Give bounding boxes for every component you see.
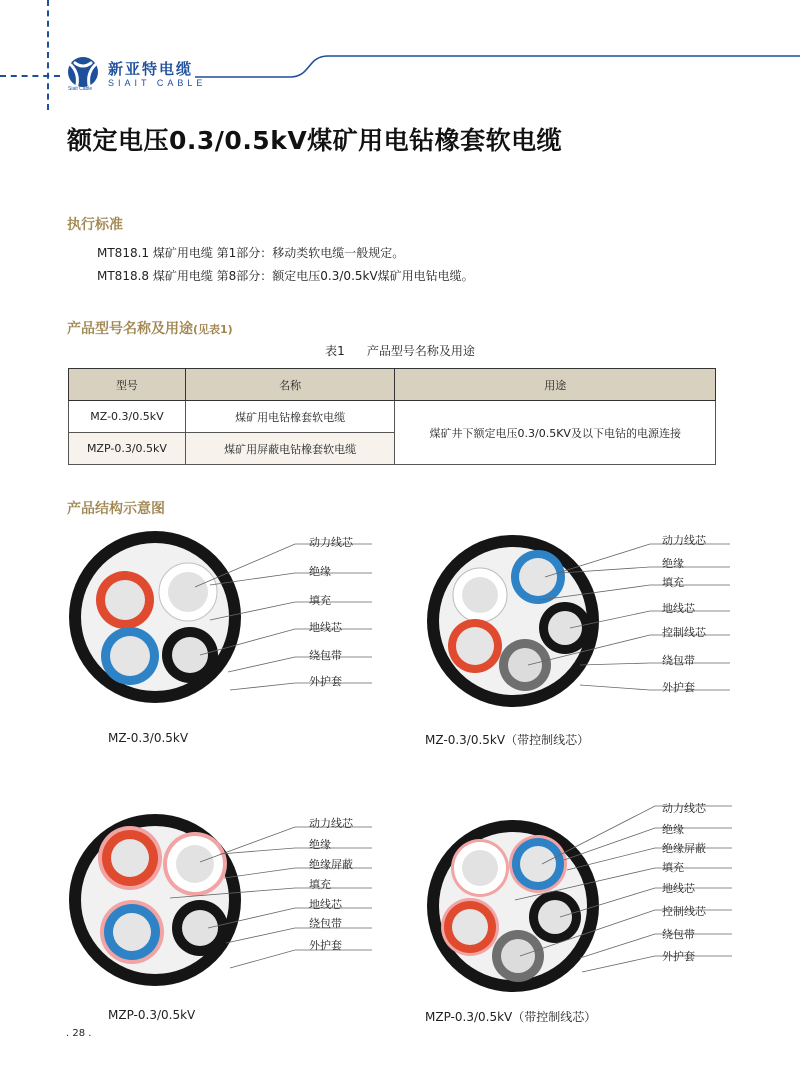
label-insulation: 绝缘 [662,557,684,570]
label-insulation: 绝缘 [309,838,331,851]
label-sheath: 外护套 [662,950,695,963]
page-title: 额定电压0.3/0.5kV煤矿用电钻橡套软电缆 [67,126,563,155]
label-tape: 绕包带 [662,928,695,941]
caption-mzp: MZP-0.3/0.5kV [108,1008,196,1022]
power-core-blue [511,550,565,604]
label-insulation: 绝缘 [309,565,331,578]
table-number: 表1 [325,344,345,358]
label-control-core: 控制线芯 [662,626,706,639]
models-table [68,368,716,465]
label-insulation-shield: 绝缘屏蔽 [309,858,353,871]
label-ground-core: 地线芯 [309,898,342,911]
power-core-red [96,571,154,629]
table-caption [0,342,800,359]
caption-mz: MZ-0.3/0.5kV [108,731,189,745]
cell-model: MZP-0.3/0.5kV [69,433,186,465]
power-core-red [448,619,502,673]
power-core-white [163,832,227,896]
label-insulation: 绝缘 [662,823,684,836]
power-core-blue [100,900,164,964]
ground-core [539,602,591,654]
label-tape: 绕包带 [662,654,695,667]
power-core-red [98,826,162,890]
label-tape: 绕包带 [309,649,342,662]
label-power-core: 动力线芯 [309,817,353,830]
label-filler: 填充 [309,878,331,891]
label-filler: 填充 [309,594,331,607]
table-title: 产品型号名称及用途 [366,344,475,358]
brand-name-en-small: Siait Cable [68,86,93,92]
cell-model: MZ-0.3/0.5kV [69,401,186,433]
ground-core [172,900,228,956]
label-power-core: 动力线芯 [662,534,706,547]
label-ground-core: 地线芯 [662,602,695,615]
label-sheath: 外护套 [309,675,342,688]
models-heading-note: (见表1) [193,323,233,336]
label-ground-core: 地线芯 [662,882,695,895]
structure-heading: 产品结构示意图 [67,501,165,517]
label-filler: 填充 [662,576,684,589]
diagram-mzp-control [420,800,740,1000]
label-insulation-shield: 绝缘屏蔽 [662,842,706,855]
table-row [69,401,716,433]
power-core-blue [509,835,567,893]
models-heading [67,318,233,338]
label-sheath: 外护套 [309,939,342,952]
cell-name: 煤矿用屏蔽电钻橡套软电缆 [185,433,395,465]
col-header-name: 名称 [185,369,395,401]
control-core [492,930,544,982]
label-power-core: 动力线芯 [309,536,353,549]
label-sheath: 外护套 [662,681,695,694]
ground-core [162,627,218,683]
power-core-red [441,898,499,956]
power-core-blue [101,627,159,685]
caption-mzp-control: MZP-0.3/0.5kV（带控制线芯） [425,1010,597,1024]
label-tape: 绕包带 [309,917,342,930]
cell-usage: 煤矿井下额定电压0.3/0.5KV及以下电钻的电源连接 [395,401,716,465]
power-core-white [451,839,509,897]
brand-name-en: SIAIT CABLE [108,78,207,88]
power-core-white [453,568,507,622]
standards-heading: 执行标准 [67,217,123,233]
label-filler: 填充 [662,861,684,874]
col-header-model: 型号 [69,369,186,401]
control-core [499,639,551,691]
standard-item-2: MT818.8 煤矿用电缆 第8部分：额定电压0.3/0.5kV煤矿用电钻电缆。 [97,269,474,283]
standard-item-1: MT818.1 煤矿用电缆 第1部分：移动类软电缆一般规定。 [97,246,405,260]
brand-name-cn: 新亚特电缆 [108,60,194,78]
models-heading-text: 产品型号名称及用途 [67,321,193,337]
label-control-core: 控制线芯 [662,905,706,918]
page-number: . 28 . [66,1028,92,1039]
label-ground-core: 地线芯 [309,621,342,634]
col-header-usage: 用途 [395,369,716,401]
caption-mz-control: MZ-0.3/0.5kV（带控制线芯） [425,733,590,747]
power-core-white [159,563,217,621]
label-power-core: 动力线芯 [662,802,706,815]
cell-name: 煤矿用电钻橡套软电缆 [185,401,395,433]
ground-core [529,891,581,943]
